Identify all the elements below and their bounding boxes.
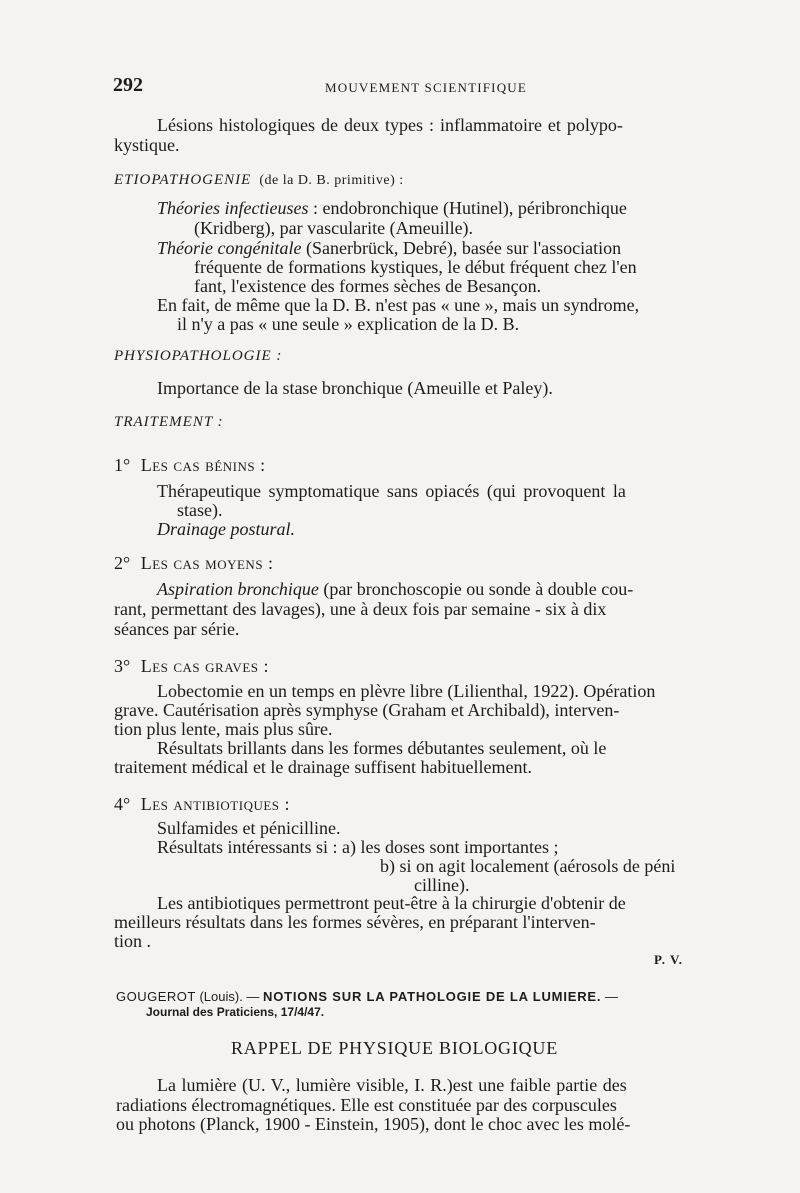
case-1-line-3: Drainage postural. [157,519,296,539]
rappel-line-3: ou photons (Planck, 1900 - Einstein, 1905), dont le choc avec les molé- [116,1114,631,1134]
case-1-number: 1° [114,455,131,475]
case-4-line-4: cilline). [414,875,470,895]
case-4-line-3: b) si on agit localement (aérosols de péni [380,856,676,876]
case-2-heading [114,553,274,573]
infect-line-2: (Kridberg), par vascularite (Ameuille). [194,218,474,238]
case-2-italic: Aspiration bronchique [157,579,319,599]
case-3-line-1: Lobectomie en un temps en plèvre libre (Lilienthal, 1922). Opération [157,681,656,701]
cong-title: Théorie congénitale [157,238,302,258]
case-2-text: (par bronchoscopie ou sonde à double cou- [318,579,634,599]
infect-title: Théories infectieuses [157,198,309,218]
case-4-line-2: Résultats intéressants si : a) les doses sont importantes ; [157,837,559,857]
case-2-line-2: rant, permettant des lavages), une à deux fois par semaine - six à dix [114,599,607,619]
case-3-number: 3° [114,656,131,676]
reference-dash-2: — [601,989,618,1004]
fait-line-1: En fait, de même que la D. B. n'est pas « une », mais un syndrome, [157,295,640,315]
lesions-line-1: Lésions histologiques de deux types : inflammatoire et polypo- [157,115,623,135]
case-4-title: Les antibiotiques : [140,794,291,814]
page-number: 292 [113,74,143,96]
case-4-heading [114,794,290,814]
case-4-line-1: Sulfamides et pénicilline. [157,818,341,838]
physio-heading: PHYSIOPATHOLOGIE : [114,348,283,364]
case-1-line-2: stase). [177,500,223,520]
cong-text: (Sanerbrück, Debré), basée sur l'association [301,238,622,258]
case-3-line-5: traitement médical et le drainage suffisent habituellement. [114,757,533,777]
case-3-line-3: tion plus lente, mais plus sûre. [114,719,333,739]
case-3-line-2: grave. Cautérisation après symphyse (Graham et Archibald), interven- [114,700,620,720]
case-1-line-1: Thérapeutique symptomatique sans opiacés (qui provoquent la [157,481,626,501]
case-4-line-7: tion . [114,931,152,951]
infect-text: : endobronchique (Hutinel), péribronchique [308,198,627,218]
etio-heading-title: ETIOPATHOGENIE [114,172,252,188]
cong-line-1 [157,238,621,258]
running-title: MOUVEMENT SCIENTIFIQUE [325,80,528,95]
reference-title: NOTIONS SUR LA PATHOLOGIE DE LA LUMIERE. [263,989,602,1004]
reference-line-1 [116,989,618,1004]
signature: P. V. [654,952,683,967]
case-4-line-5: Les antibiotiques permettront peut-être à la chirurgie d'obtenir de [157,893,626,913]
rappel-line-2: radiations électromagnétiques. Elle est constituée par des corpuscules [116,1095,617,1115]
cong-line-3: fant, l'existence des formes sèches de Besançon. [194,276,542,296]
case-3-title: Les cas graves : [140,656,269,676]
lesions-line-2: kystique. [114,135,180,155]
etio-heading [114,171,404,189]
rappel-heading: RAPPEL DE PHYSIQUE BIOLOGIQUE [231,1038,559,1058]
reference-author-first: (Louis). [195,989,243,1004]
case-3-heading [114,656,269,676]
case-2-line-3: séances par série. [114,619,240,639]
traitement-heading: TRAITEMENT : [114,414,224,430]
etio-heading-sub: (de la D. B. primitive) : [259,173,404,188]
case-1-heading [114,455,266,475]
case-1-title: Les cas bénins : [140,455,266,475]
cong-line-2: fréquente de formations kystiques, le début fréquent chez l'en [194,257,637,277]
reference-author: GOUGEROT [116,989,196,1004]
case-4-number: 4° [114,794,131,814]
rappel-line-1: La lumière (U. V., lumière visible, I. R.)est une faible partie des [157,1075,627,1095]
reference-dash: — [242,989,264,1004]
case-2-title: Les cas moyens : [140,553,274,573]
case-3-line-4: Résultats brillants dans les formes débutantes seulement, où le [157,738,607,758]
physio-text: Importance de la stase bronchique (Ameuille et Paley). [157,378,553,398]
case-2-number: 2° [114,553,131,573]
case-4-line-6: meilleurs résultats dans les formes sévères, en préparant l'interven- [114,912,596,932]
infect-line-1 [157,198,627,218]
case-2-line-1 [157,579,633,599]
fait-line-2: il n'y a pas « une seule » explication de la D. B. [177,314,520,334]
reference-journal: Journal des Praticiens, 17/4/47. [146,1005,325,1019]
